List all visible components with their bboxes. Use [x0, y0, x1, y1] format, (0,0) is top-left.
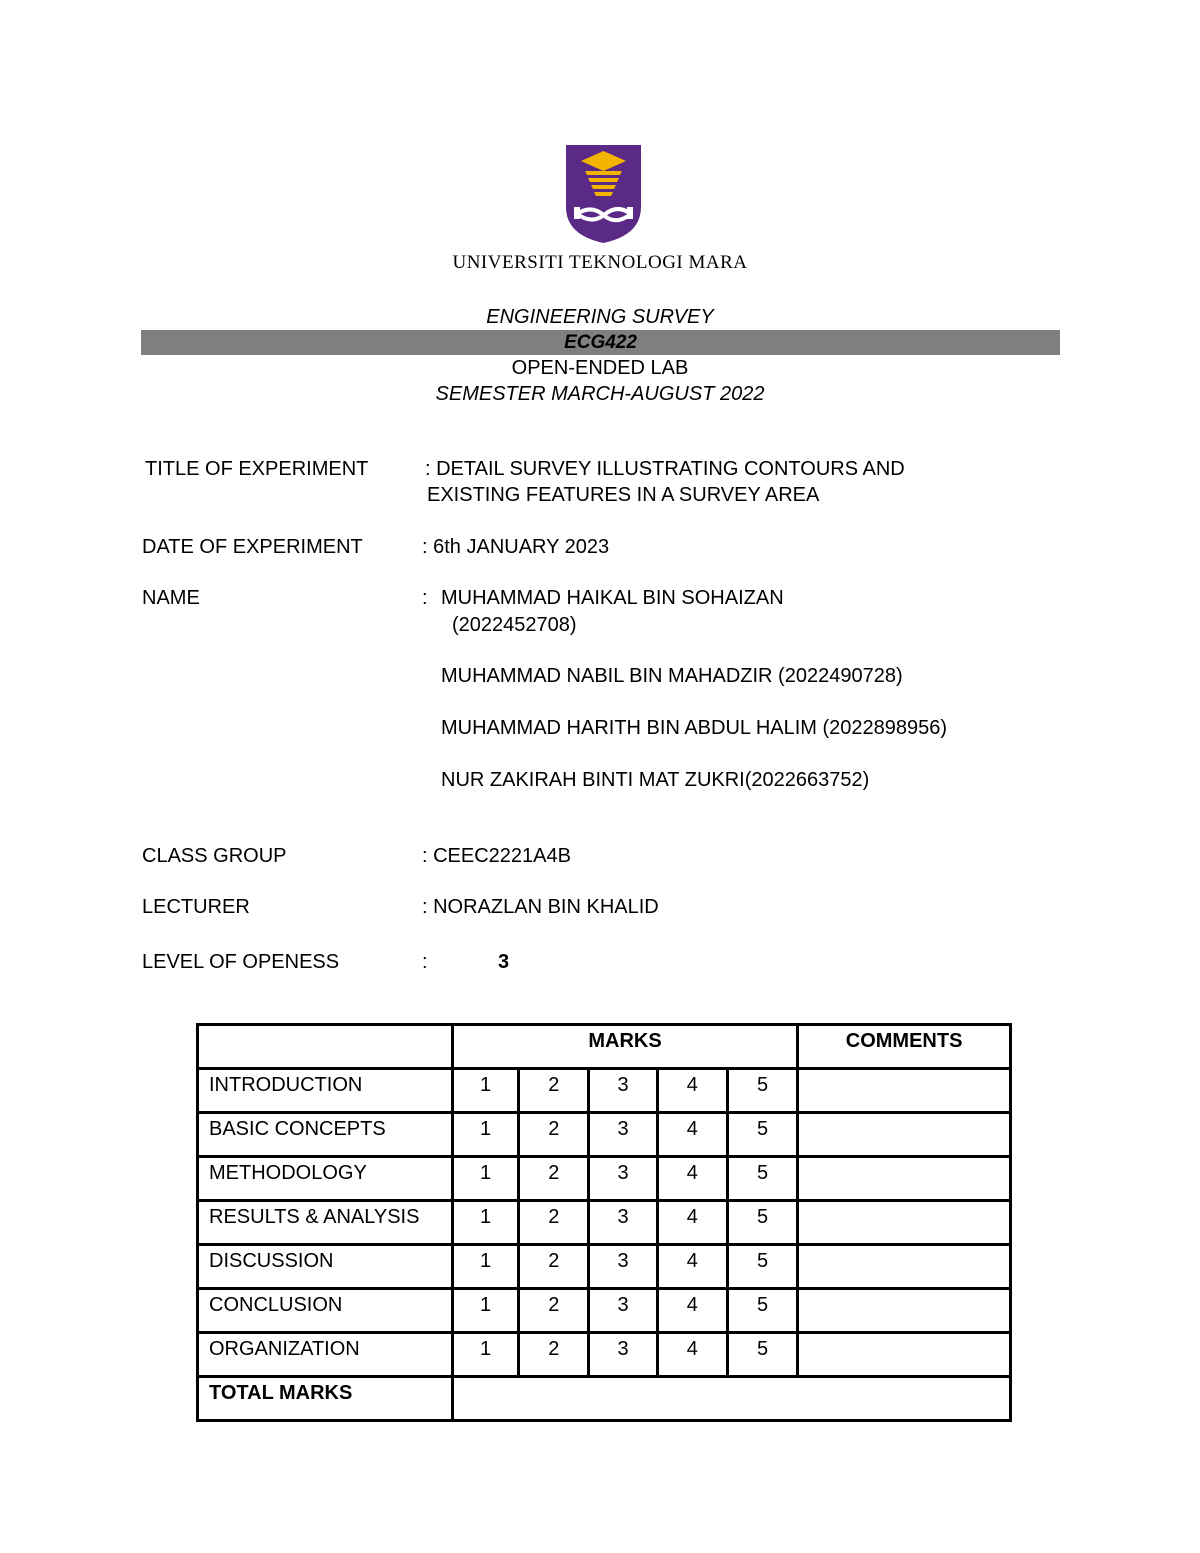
name-colon: :: [422, 587, 428, 609]
openess-colon: :: [422, 951, 428, 973]
total-value-cell[interactable]: [452, 1377, 1010, 1421]
date-value: : 6th JANUARY 2023: [422, 536, 610, 558]
score-cell[interactable]: 4: [657, 1069, 727, 1113]
score-cell[interactable]: 3: [589, 1113, 657, 1157]
university-name: UNIVERSITI TEKNOLOGI MARA: [452, 252, 748, 273]
score-cell[interactable]: 4: [657, 1157, 727, 1201]
lab-type: OPEN-ENDED LAB: [511, 357, 689, 379]
score-cell[interactable]: 2: [519, 1245, 589, 1289]
score-cell[interactable]: 5: [727, 1113, 797, 1157]
score-cell[interactable]: 1: [452, 1113, 518, 1157]
course-code-bar: [141, 330, 1060, 355]
score-cell[interactable]: 1: [452, 1245, 518, 1289]
score-cell[interactable]: 4: [657, 1289, 727, 1333]
member-3: MUHAMMAD HARITH BIN ABDUL HALIM (2022898956): [441, 717, 948, 739]
table-row: [198, 1333, 1011, 1377]
score-cell[interactable]: 3: [589, 1245, 657, 1289]
score-cell[interactable]: 5: [727, 1201, 797, 1245]
row-label: ORGANIZATION: [198, 1333, 453, 1377]
member-4: NUR ZAKIRAH BINTI MAT ZUKRI(2022663752): [441, 769, 870, 791]
comment-cell[interactable]: [798, 1201, 1011, 1245]
comment-cell[interactable]: [798, 1245, 1011, 1289]
score-cell[interactable]: 2: [519, 1157, 589, 1201]
score-cell[interactable]: 3: [589, 1069, 657, 1113]
score-cell[interactable]: 2: [519, 1289, 589, 1333]
score-cell[interactable]: 1: [452, 1201, 518, 1245]
score-cell[interactable]: 4: [657, 1245, 727, 1289]
comment-cell[interactable]: [798, 1289, 1011, 1333]
table-header-row: [198, 1025, 1011, 1069]
score-cell[interactable]: 2: [519, 1201, 589, 1245]
score-cell[interactable]: 4: [657, 1333, 727, 1377]
member-1-name: MUHAMMAD HAIKAL BIN SOHAIZAN: [441, 587, 784, 609]
course-code: ECG422: [564, 332, 637, 353]
comment-cell[interactable]: [798, 1333, 1011, 1377]
score-cell[interactable]: 1: [452, 1157, 518, 1201]
row-label: DISCUSSION: [198, 1245, 453, 1289]
score-cell[interactable]: 1: [452, 1069, 518, 1113]
score-cell[interactable]: 5: [727, 1245, 797, 1289]
row-label: RESULTS & ANALYSIS: [198, 1201, 453, 1245]
comment-cell[interactable]: [798, 1113, 1011, 1157]
score-cell[interactable]: 5: [727, 1333, 797, 1377]
class-label: CLASS GROUP: [142, 845, 287, 867]
row-label: INTRODUCTION: [198, 1069, 453, 1113]
marks-table: [196, 1023, 1012, 1422]
header-comments: COMMENTS: [798, 1025, 1011, 1069]
score-cell[interactable]: 1: [452, 1289, 518, 1333]
title-value-line2: EXISTING FEATURES IN A SURVEY AREA: [427, 484, 820, 506]
table-row: [198, 1245, 1011, 1289]
row-label: BASIC CONCEPTS: [198, 1113, 453, 1157]
score-cell[interactable]: 5: [727, 1069, 797, 1113]
header-marks: MARKS: [452, 1025, 797, 1069]
score-cell[interactable]: 5: [727, 1157, 797, 1201]
comment-cell[interactable]: [798, 1069, 1011, 1113]
lecturer-label: LECTURER: [142, 896, 250, 918]
score-cell[interactable]: 5: [727, 1289, 797, 1333]
lecturer-value: : NORAZLAN BIN KHALID: [422, 896, 659, 918]
class-value: : CEEC2221A4B: [422, 845, 571, 867]
openess-value: 3: [498, 951, 510, 973]
score-cell[interactable]: 2: [519, 1333, 589, 1377]
comment-cell[interactable]: [798, 1157, 1011, 1201]
score-cell[interactable]: 1: [452, 1333, 518, 1377]
score-cell[interactable]: 3: [589, 1157, 657, 1201]
table-row: [198, 1157, 1011, 1201]
university-logo: [566, 145, 641, 243]
score-cell[interactable]: 4: [657, 1201, 727, 1245]
score-cell[interactable]: 2: [519, 1113, 589, 1157]
table-row: [198, 1201, 1011, 1245]
course-name: ENGINEERING SURVEY: [486, 306, 714, 328]
title-value-line1: : DETAIL SURVEY ILLUSTRATING CONTOURS AND: [425, 458, 905, 480]
name-label: NAME: [142, 587, 200, 609]
member-1-id: (2022452708): [452, 614, 577, 636]
table-row: [198, 1289, 1011, 1333]
openess-label: LEVEL OF OPENESS: [142, 951, 340, 973]
table-row: [198, 1113, 1011, 1157]
score-cell[interactable]: 4: [657, 1113, 727, 1157]
date-label: DATE OF EXPERIMENT: [142, 536, 363, 558]
score-cell[interactable]: 3: [589, 1289, 657, 1333]
title-label: TITLE OF EXPERIMENT: [145, 458, 369, 480]
total-label: TOTAL MARKS: [198, 1377, 453, 1421]
score-cell[interactable]: 3: [589, 1201, 657, 1245]
semester: SEMESTER MARCH-AUGUST 2022: [435, 383, 765, 405]
score-cell[interactable]: 3: [589, 1333, 657, 1377]
member-2: MUHAMMAD NABIL BIN MAHADZIR (2022490728): [441, 665, 903, 687]
total-row: [198, 1377, 1011, 1421]
score-cell[interactable]: 2: [519, 1069, 589, 1113]
row-label: METHODOLOGY: [198, 1157, 453, 1201]
table-row: [198, 1069, 1011, 1113]
row-label: CONCLUSION: [198, 1289, 453, 1333]
header-empty-cell: [198, 1025, 453, 1069]
